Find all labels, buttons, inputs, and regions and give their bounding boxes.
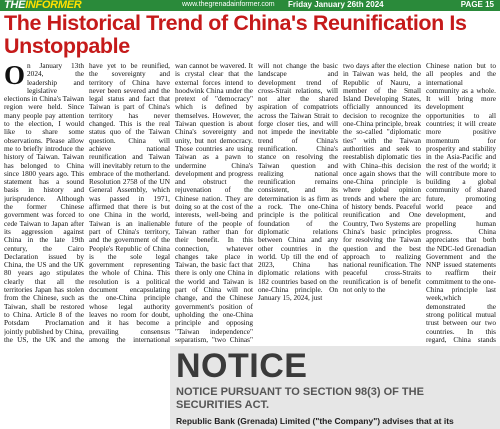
- column-3-text: wan cannot be wavered. It is crystal clear that the external forces intend to hoodwink China under the pretext of "democracy" which is defined by themselves. However, the Taiwan question is about China's sovereignty and unity, but not democracy. Those countries are using Taiwan as a pawn to undermine China's development and progress and obstruct the rejuvenation of the Chinese nation. They are doing so at the cost of the interests, well-being and future of the people of Taiwan rather than for their benefit. In this connection, whatever changes take place in Taiwan, the basic fact that there is only one China in the world and Taiwan is part of China will not change, and the Chinese government's position of upholding the one-China principle and opposing "Taiwan independence" separatism, "two Chinas": [175, 62, 253, 344]
- notice-body-text: Republic Bank (Grenada) Limited ("the Company") advises that at its: [176, 416, 454, 426]
- column-5-text: two days after the election in Taiwan was held, the Republic of Nauru, a member of the Small Island Developing States, officially announced its decision to recognize the one-China principle, break the so-called "diplomatic ties" with the Taiwan authorities and seek to reestablish diplomatic ties with China–this decision once again shows that the one-China principle is where global opinion trends and where the arc of history bends. Peaceful reunification and One Country, Two Systems are China's basic principles for resolving the Taiwan question and the best approach to realizing national reunification. The peaceful cross-Straits reunification is of benefit not only to the: [343, 62, 421, 295]
- drop-cap: O: [4, 62, 26, 90]
- notice-advertisement: [170, 346, 500, 429]
- column-6-text: Chinese nation but to all peoples and the international community as a whole. It will bring more development opportunities to all countries; it will create more positive momentum for prosperity and stability in the Asia-Pacific and the rest of the world; it will contribute more to building a global community of shared future, promoting world peace and development, and propelling human progress. China appreciates that both the NDC-led Grenadian Government and the NNP issued statements to reaffirm their commitment to the one-China principle last week,which demonstrated the strong political mutual trust between our two countries. In this regard, China stands: [426, 62, 496, 344]
- masthead-logo[interactable]: [4, 0, 81, 11]
- brand-prefix: THE: [4, 0, 26, 11]
- website-link[interactable]: www.thegrenadainformer.com: [182, 1, 275, 8]
- notice-title: NOTICE: [176, 347, 308, 385]
- column-2-text: have yet to be reunified, the sovereignty and territory of China have never been severed and the legal status and fact that Taiwan is part of China's territory has never changed. This is the real status quo of the Taiwan question. China will achieve national reunification and Taiwan will inevitably return to the embrace of the motherland. Resolution 2758 of the UN General Assembly, which was passed in 1971, affirmed that there is but one China in the world, Taiwan is an inalienable part of China's territory, and the government of the People's Republic of China is the sole legal government representing the whole of China. This resolution is a political document encapsulating the one-China principle whose legal authority leaves no room for doubt, and it has become a prevailing consensus among the international: [89, 62, 170, 344]
- issue-date: Friday January 26th 2024: [288, 0, 384, 9]
- article-column-3: [175, 62, 253, 344]
- column-1-text: n January 13th 2024, the leadership and legislative elections in China's Taiwan region were held. Since many people pay attention to the election, I would like to share some observations. Please allow me to briefly introduce the history of Taiwan. Taiwan has belonged to China since 1800 years ago. This statement has a sound basis in history and jurisprudence. Although the former Chinese government was forced to cede Taiwan to Japan after its aggression against China in the late 19th century, the Cairo Declaration issued by China, the US and the UK 80 years ago stipulates clearly that all the territories Japan has stolen from the Chinese, such as Taiwan, shall be restored to China. Article 8 of the Potsdam Proclamation jointly published by China, the US, the UK and the: [4, 62, 84, 344]
- page-number: PAGE 15: [460, 0, 494, 9]
- column-4-text: will not change the basic landscape and development trend of cross-Strait relations, will not alter the shared aspiration of compatriots across the Taiwan Strait to forge closer ties, and will not impede the inevitable trend of China's reunification. China's stance on resolving the Taiwan question and realizing national reunification remains consistent, and its determination is as firm as a rock. The one-China principle is the political foundation of the diplomatic relations between China and any other countries in the world. Up till the end of 2023, China has diplomatic relations with 182 countries based on the one-China principle. On January 15, 2024, just: [258, 62, 338, 303]
- brand-name: INFORMER: [25, 0, 82, 11]
- article-column-1: [4, 62, 84, 344]
- article-column-2: [89, 62, 170, 344]
- notice-subtitle: NOTICE PURSUANT TO SECTION 98(3) OF THE SECURITIES ACT.: [176, 386, 424, 411]
- article-column-5: [343, 62, 421, 344]
- article-body: [4, 62, 496, 344]
- article-column-4: [258, 62, 338, 344]
- article-column-6: [426, 62, 496, 344]
- article-headline: The Historical Trend of China's Reunification Is Unstoppable: [4, 11, 467, 58]
- masthead-bar: [0, 0, 500, 11]
